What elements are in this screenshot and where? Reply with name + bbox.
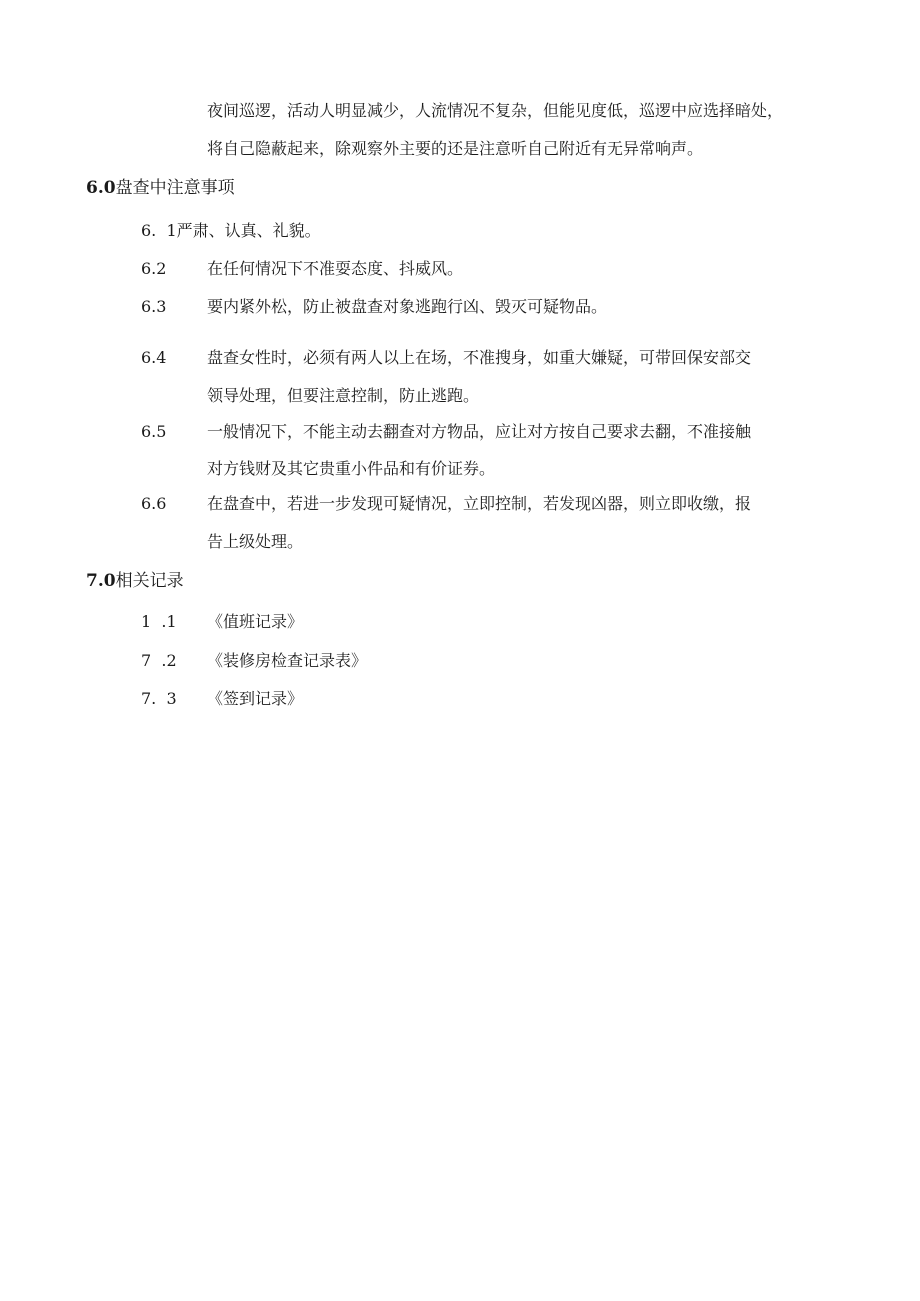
item-6-4-text-line-2: 领导处理，但要注意控制，防止逃跑。 — [207, 386, 480, 405]
item-6-6-number: 6.6 — [141, 494, 167, 513]
item-6-5-number: 6.5 — [141, 422, 167, 441]
item-6-1-number: 6. 1严肃、认真、礼貌。 — [141, 221, 321, 240]
intro-line-2: 将自己隐蔽起来，除观察外主要的还是注意听自己附近有无异常响声。 — [207, 139, 704, 158]
item-6-4-number: 6.4 — [141, 348, 167, 367]
section-7-title: 相关记录 — [115, 571, 184, 591]
section-6-number: 6.0 — [86, 178, 116, 198]
record-3-number: 7. 3 — [141, 689, 177, 708]
item-6-4-text-line-1: 盘查女性时，必须有两人以上在场，不准搜身，如重大嫌疑，可带回保安部交 — [207, 348, 752, 367]
item-6-2-number: 6.2 — [141, 259, 167, 278]
item-6-3-text: 要内紧外松，防止被盘查对象逃跑行凶、毁灭可疑物品。 — [207, 297, 608, 316]
item-6-5-text-line-2: 对方钱财及其它贵重小件品和有价证券。 — [207, 459, 496, 478]
item-6-2-text: 在任何情况下不准耍态度、抖威风。 — [207, 259, 464, 278]
record-2-number: 7 .2 — [141, 651, 177, 670]
record-3-text: 《签到记录》 — [207, 689, 304, 708]
item-6-6-text-line-1: 在盘查中，若进一步发现可疑情况，立即控制，若发现凶器，则立即收缴，报 — [207, 494, 752, 513]
record-1-text: 《值班记录》 — [207, 612, 304, 631]
intro-line-1: 夜间巡逻，活动人明显减少，人流情况不复杂，但能见度低，巡逻中应选择暗处， — [207, 101, 784, 120]
item-6-3-number: 6.3 — [141, 297, 167, 316]
item-6-6-text-line-2: 告上级处理。 — [207, 532, 304, 551]
section-6-heading — [86, 177, 235, 199]
section-7-heading — [86, 570, 184, 592]
item-6-5-text-line-1: 一般情况下，不能主动去翻查对方物品，应让对方按自己要求去翻，不准接触 — [207, 422, 752, 441]
record-1-number: 1 .1 — [141, 612, 177, 631]
item-6-1-text: 严肃、认真、礼貌。 — [176, 221, 321, 240]
record-2-text: 《装修房检查记录表》 — [207, 651, 368, 670]
section-7-number: 7.0 — [86, 571, 116, 591]
section-6-title: 盘查中注意事项 — [115, 178, 235, 198]
